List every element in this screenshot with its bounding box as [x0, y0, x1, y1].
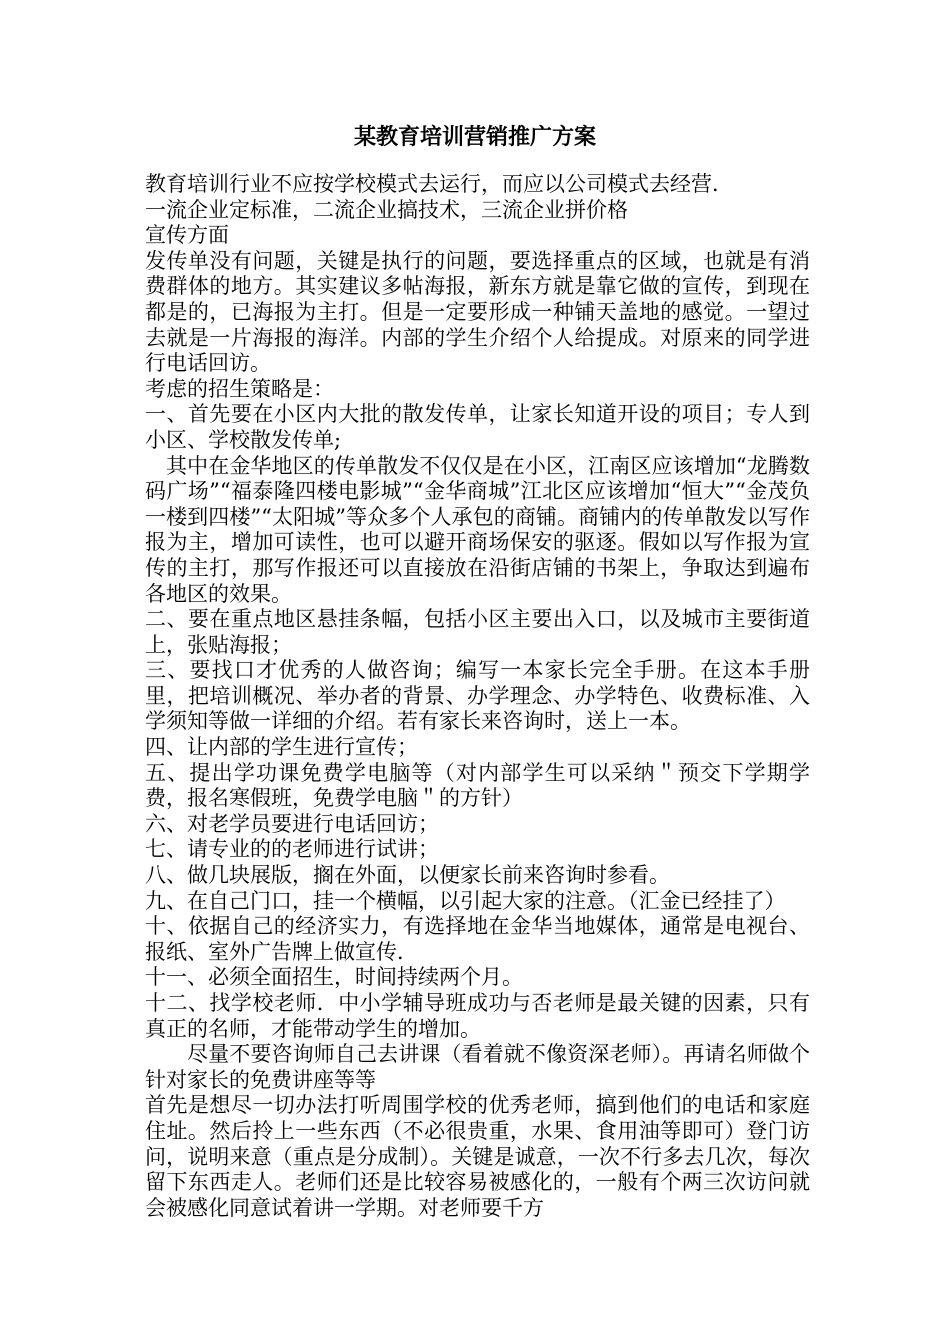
section-heading-strategy: 考虑的招生策略是： — [145, 376, 334, 401]
strategy-item-2: 二、要在重点地区悬挂条幅，包括小区主要出入口，以及城市主要街道上，张贴海报； — [145, 607, 810, 657]
document-title: 某教育培训营销推广方案 — [353, 124, 596, 150]
document-body — [145, 172, 810, 1221]
strategy-item-3: 三、要找口才优秀的人做咨询；编写一本家长完全手册。在这本手册里，把培训概况、举办者的背景、办学理念、办学特色、收费标准、入学须知等做一详细的介绍。若有家长来咨询时，送上一本。 — [145, 658, 810, 734]
section-heading-publicity: 宣传方面 — [145, 223, 229, 248]
paragraph-consultant-note: 尽量不要咨询师自己去讲课（看着就不像资深老师）。再请名师做个针对家长的免费讲座等等 — [145, 1042, 810, 1092]
strategy-item-7: 七、请专业的的老师进行试讲； — [145, 837, 439, 862]
paragraph-teacher-recruitment: 首先是想尽一切办法打听周围学校的优秀老师，搞到他们的电话和家庭住址。然后拎上一些东西（不必很贵重，水果、食用油等即可）登门访问，说明来意（重点是分成制）。关键是诚意，一次不行多去几次，每次留下东西走人。老师们还是比较容易被感化的，一般有个两三次访问就会被感化同意试着讲一学期。对老师要千方 — [145, 1093, 810, 1220]
strategy-item-6: 六、对老学员要进行电话回访； — [145, 811, 439, 836]
strategy-item-11: 十一、必须全面招生，时间持续两个月。 — [145, 965, 523, 990]
strategy-item-10: 十、依据自己的经济实力，有选择地在金华当地媒体，通常是电视台、报纸、室外广告牌上做宣传． — [145, 914, 810, 964]
strategy-item-8: 八、做几块展版，搁在外面，以便家长前来咨询时参看。 — [145, 863, 670, 888]
strategy-item-1-detail: 其中在金华地区的传单散发不仅仅是在小区，江南区应该增加“龙腾数码广场”“福泰隆四楼电影城”“金华商城”江北区应该增加“恒大”“金茂负一楼到四楼”“太阳城”等众多个人承包的商铺。商铺内的传单散发以写作报为主，增加可读性，也可以避开商场保安的驱逐。假如以写作报为宣传的主打，那写作报还可以直接放在沿街店铺的书架上，争取达到遍布各地区的效果。 — [145, 453, 810, 606]
strategy-item-12: 十二、找学校老师．中小学辅导班成功与否老师是最关键的因素，只有真正的名师，才能带动学生的增加。 — [145, 991, 810, 1041]
strategy-item-1: 一、首先要在小区内大批的散发传单，让家长知道开设的项目；专人到小区、学校散发传单; — [145, 402, 810, 452]
paragraph-motto: 一流企业定标准，二流企业搞技术，三流企业拼价格 — [145, 197, 628, 222]
strategy-item-9: 九、在自己门口，挂一个横幅，以引起大家的注意。（汇金已经挂了） — [145, 888, 786, 913]
strategy-item-5: 五、提出学功课免费学电脑等（对内部学生可以采纳＂预交下学期学费，报名寒假班，免费学电脑＂的方针） — [145, 760, 810, 811]
paragraph-flyers: 发传单没有问题，关键是执行的问题，要选择重点的区域，也就是有消费群体的地方。其实建议多帖海报，新东方就是靠它做的宣传，到现在都是的，已海报为主打。但是一定要形成一种铺天盖地的感觉。一望过去就是一片海报的海洋。内部的学生介绍个人给提成。对原来的同学进行电话回访。 — [145, 248, 810, 376]
strategy-item-4: 四、让内部的学生进行宣传； — [145, 735, 418, 760]
paragraph-intro: 教育培训行业不应按学校模式去运行，而应以公司模式去经营． — [145, 172, 733, 196]
